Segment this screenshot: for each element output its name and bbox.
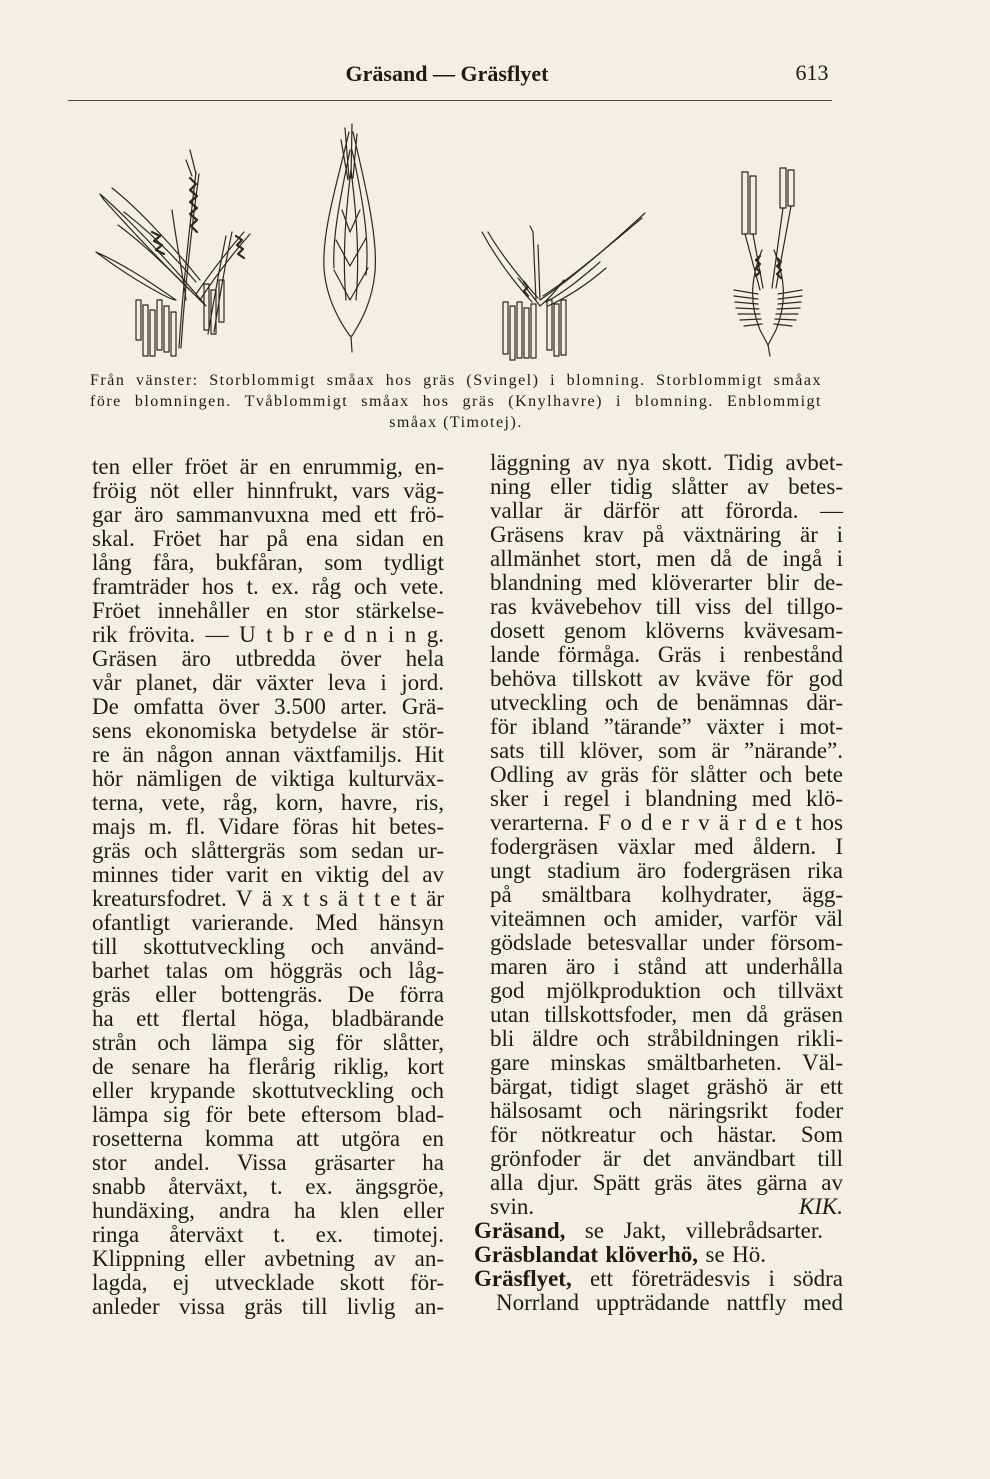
entry-grasblandat-kloverho <box>474 1243 766 1267</box>
figure-caption <box>90 370 822 433</box>
text-line: framträder hos t. ex. råg och vete. <box>92 574 444 599</box>
text-line: ringa återväxt t. ex. timotej. <box>92 1222 444 1247</box>
text-line: god mjölkproduktion och tillväxt <box>490 978 843 1003</box>
text-line: Odling av gräs för slåtter och bete <box>490 762 843 787</box>
text-line: lagda, ej utvecklade skott för- <box>92 1270 444 1295</box>
text-line: majs m. fl. Vidare föras hit betes- <box>92 814 444 839</box>
text-line: för nötkreatur och hästar. Som <box>490 1122 843 1147</box>
text-line: Gräsen äro utbredda över hela <box>92 646 444 671</box>
text-line: barhet talas om höggräs och låg- <box>92 958 444 983</box>
left-column <box>92 455 444 1319</box>
text-line: eller krypande skottutveckling och <box>92 1078 444 1103</box>
entry-text: ett företrädesvis i södra <box>571 1266 843 1291</box>
entry-headword: Gräsblandat klöverhö, <box>474 1242 699 1267</box>
text-line: lande förmåga. Gräs i renbestånd <box>490 642 843 667</box>
text-line: bli äldre och stråbildningen rikli- <box>490 1026 843 1051</box>
knylhavre-illustration <box>482 213 645 360</box>
text-line: ungt stadium äro fodergräsen rika <box>490 858 843 883</box>
text-line: läggning av nya skott. Tidig avbet- <box>490 450 843 475</box>
text-line: re än någon annan växtfamiljs. Hit <box>92 742 444 767</box>
running-head: Gräsand — Gräsflyet <box>345 61 549 86</box>
text-line: kreatursfodret. V ä x t s ä t t e t är <box>92 886 444 911</box>
caption-line: Från vänster: Storblommigt småax hos gräs (Svingel) i blomning. Storblommigt småax <box>90 372 822 389</box>
caption-line: före blomningen. Tvåblommigt småax hos gräs (Knylhavre) i blomning. Enblommigt <box>90 393 822 410</box>
text-line: gödslade betesvallar under försom- <box>490 930 843 955</box>
caption-line: småax (Timotej). <box>389 414 523 431</box>
author-signature: KIK. <box>798 1194 843 1219</box>
text-line: hör nämligen de viktiga kulturväx- <box>92 766 444 791</box>
text-line: gräs eller bottengräs. De förra <box>92 982 444 1007</box>
text-line: behöva tillskott av kväve för god <box>490 666 843 691</box>
text-line: ha ett flertal höga, bladbärande <box>92 1006 444 1031</box>
text-line: lämpa sig för bete eftersom blad- <box>92 1102 444 1127</box>
entry-text: se Jakt, villebrådsarter. <box>565 1218 823 1243</box>
header-rule <box>68 100 832 101</box>
text-line: gare minskas smältbarheten. Väl- <box>490 1050 843 1075</box>
entry-grasand <box>474 1219 823 1243</box>
entry-headword: Gräsand, <box>474 1218 566 1243</box>
text-line: Klippning eller avbetning av an- <box>92 1246 444 1271</box>
text-line: ras kvävebehov till viss del tillgo- <box>490 594 843 619</box>
text-line: de senare ha flerårig riklig, kort <box>92 1054 444 1079</box>
text-line: anleder vissa gräs till livlig an- <box>92 1294 444 1319</box>
text-line: dosett genom klöverns kvävesam- <box>490 618 843 643</box>
text-line: skal. Fröet har på ena sidan en <box>92 526 444 551</box>
text-line: rosetterna komma att utgöra en <box>92 1126 444 1151</box>
text-line: terna, vete, råg, korn, havre, ris, <box>92 790 444 815</box>
text-line: De omfatta över 3.500 arter. Grä- <box>92 694 444 719</box>
text-line: Fröet innehåller en stor stärkelse- <box>92 598 444 623</box>
text-line: sens ekonomiska betydelse är stör- <box>92 718 444 743</box>
text-line: hundäxing, andra ha klen eller <box>92 1198 444 1223</box>
text-line: snabb återväxt, t. ex. ängsgröe, <box>92 1174 444 1199</box>
text-line: till skottutveckling och använd- <box>92 934 444 959</box>
text-line: gar äro sammanvuxna med ett frö- <box>92 502 444 527</box>
text-line: Gräsens krav på växtnäring är i <box>490 522 843 547</box>
entry-text: se Hö. <box>698 1242 766 1267</box>
text-line: ning eller tidig slåtter av betes- <box>490 474 843 499</box>
text-line: allmänhet stort, men då de ingå i <box>490 546 843 571</box>
text-line: blandning med klöverarter blir de- <box>490 570 843 595</box>
entry-headword: Gräsflyet, <box>474 1266 572 1291</box>
text-line: lång fåra, bukfåran, som tydligt <box>92 550 444 575</box>
text-line: vår planet, där växter leva i jord. <box>92 670 444 695</box>
entry-grasflyet <box>474 1267 843 1291</box>
right-column <box>474 450 843 1315</box>
closing-text: svin. <box>490 1194 535 1219</box>
text-line: sker i regel i blandning med klö- <box>490 786 843 811</box>
article-closing-line <box>490 1195 843 1219</box>
entry-continuation-line: Norrland uppträdande nattfly med <box>496 1290 843 1315</box>
text-line: alla djur. Spätt gräs ätes gärna av <box>490 1170 843 1195</box>
text-line: gräs och slåttergräs som sedan ur- <box>92 838 444 863</box>
page-number: 613 <box>795 60 829 85</box>
text-line: vallar är därför att förorda. — <box>490 498 843 523</box>
text-line: viteämnen och amider, varför väl <box>490 906 843 931</box>
figure-illustrations <box>0 0 990 372</box>
text-line: verarterna. F o d e r v ä r d e t hos <box>490 810 843 835</box>
text-line: ten eller fröet är en enrummig, en- <box>92 454 444 479</box>
text-line: rik frövita. — U t b r e d n i n g. <box>92 622 444 647</box>
text-line: bärgat, tidigt slaget gräshö är ett <box>490 1074 843 1099</box>
text-line: utan tillskottsfoder, men då gräsen <box>490 1002 843 1027</box>
svingel-before-flowering-illustration <box>324 124 376 352</box>
text-line: utveckling och de benämnas där- <box>490 690 843 715</box>
text-line: fröig nöt eller hinnfrukt, vars väg- <box>92 478 444 503</box>
text-line: strån och lämpa sig för slåtter, <box>92 1030 444 1055</box>
text-line: sats till klöver, som är ”närande”. <box>490 738 843 763</box>
text-line: fodergräsen växlar med åldern. I <box>490 834 843 859</box>
text-line: stor andel. Vissa gräsarter ha <box>92 1150 444 1175</box>
text-line: maren äro i stånd att underhålla <box>490 954 843 979</box>
text-line: grönfoder är det användbart till <box>490 1146 843 1171</box>
svingel-flowering-illustration <box>96 150 250 356</box>
timotej-illustration <box>734 168 802 356</box>
text-line: hälsosamt och näringsrikt foder <box>490 1098 843 1123</box>
text-line: ofantligt varierande. Med hänsyn <box>92 910 444 935</box>
text-line: minnes tider varit en viktig del av <box>92 862 444 887</box>
text-line: för ibland ”tärande” växter i mot- <box>490 714 843 739</box>
text-line: på smältbara kolhydrater, ägg- <box>490 882 843 907</box>
